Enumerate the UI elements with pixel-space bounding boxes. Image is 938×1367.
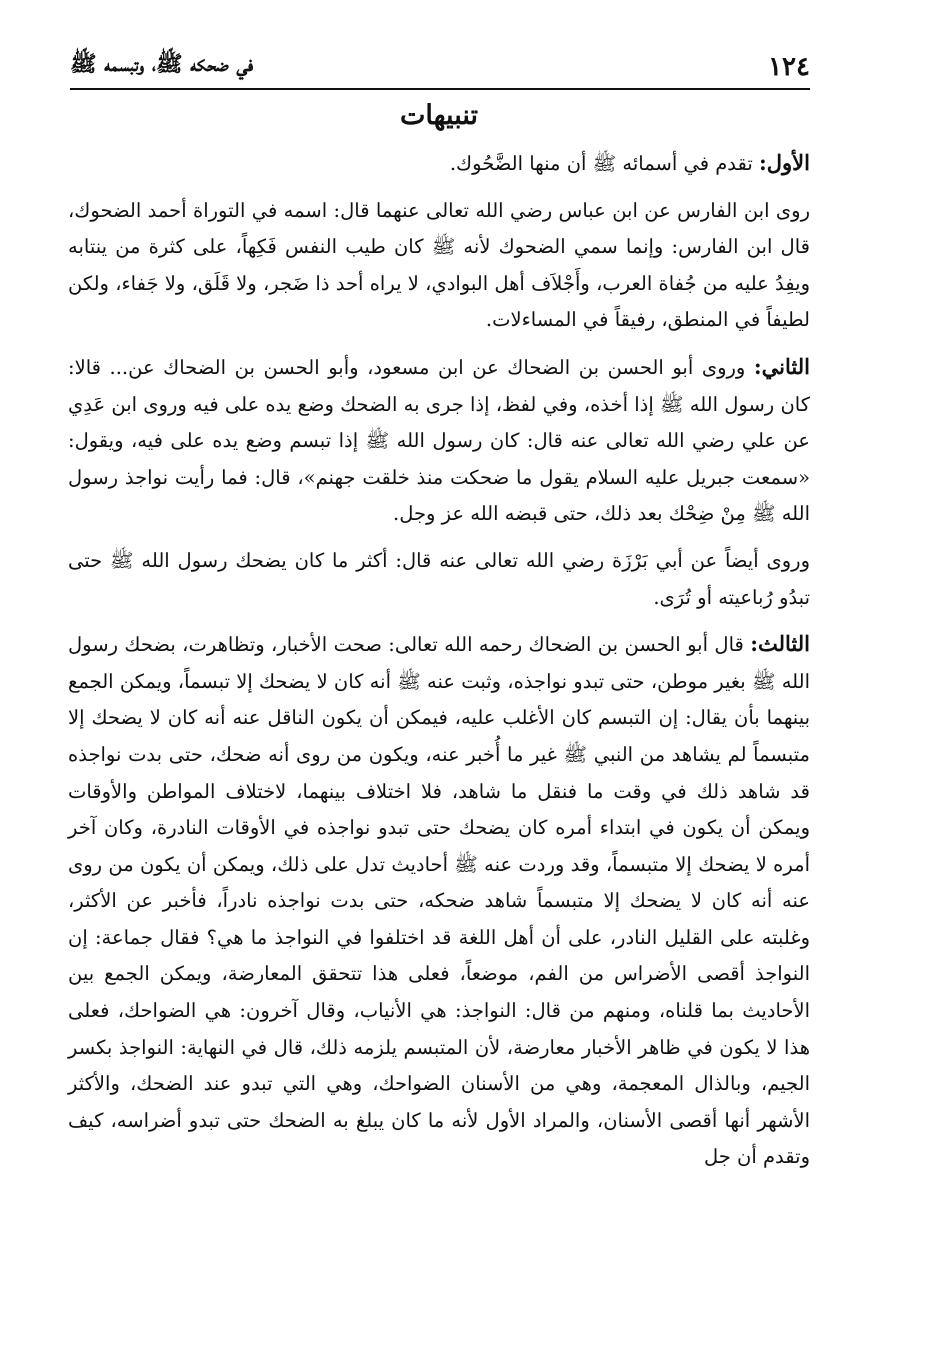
paragraph-text: تقدم في أسمائه ﷺ أن منها الضَّحُوك.	[449, 152, 760, 175]
section-title: تنبيهات	[399, 100, 479, 131]
page-body	[68, 100, 810, 1186]
paragraph-lead: الثالث:	[750, 631, 810, 657]
paragraph-abu-barza	[68, 543, 810, 616]
paragraph-second-note	[68, 349, 810, 533]
paragraph-ibn-faris	[68, 193, 810, 339]
page-number: ١٢٤	[768, 52, 810, 82]
paragraph-text: قال أبو الحسن بن الضحاك رحمه الله تعالى: صحت الأخبار، وتظاهرت، بضحك رسول الله ﷺ بغير موطن، حتى تبدو نواجذه، وثبت عنه ﷺ أنه كان لا يضحك إلا تبسماً، ويمكن الجمع بينهما بأن يقال: إن التبسم كان الأغلب عليه، فيمكن أن يكون الناقل عنه أنه كان لا يضحك إلا متبسماً لم يشاهد من النبي ﷺ غير ما أُخبر عنه، ويكون من روى أنه ضحك، حتى بدت نواجذه قد شاهد ذلك في وقت ما فنقل ما شاهد، فلا اختلاف بينهما، لاختلاف المواطن والأوقات ويمكن أن يكون في ابتداء أمره كان يضحك حتى تبدو نواجذه في الأوقات النادرة، وكان آخر أمره لا يضحك إلا متبسماً، وقد وردت عنه ﷺ أحاديث تدل على ذلك، ويمكن أن يكون من روى عنه أنه كان لا يضحك إلا متبسماً شاهد ضحكه، حتى بدت نواجذه نادراً، فأخبر عن الأكثر، وغلبته على القليل النادر، على أن أهل اللغة قد اختلفوا في النواجذ ما هي؟ فقال جماعة: إن النواجذ أقصى الأضراس من الفم، موضعاً، فعلى هذا تتحقق المعارضة، ويمكن الجمع بين الأحاديث بما قلناه، ومنهم من قال: النواجذ: هي الأنياب، وقال آخرون: هي الضواحك، فعلى هذا لا يكون في ظاهر الأخبار معارضة، لأن المتبسم يلزمه ذلك، قال في النهاية: النواجذ بكسر الجيم، وبالذال المعجمة، وهي من الأسنان الضواحك، وهي التي تبدو عند الضحك، والأكثر الأشهر أنها أقصى الأسنان، والمراد الأول لأنه ما كان يبلغ به الضحك حتى تبدو أضراسه، كيف وتقدم أن جل	[68, 633, 810, 1169]
paragraph-first-note	[68, 145, 810, 183]
paragraph-third-note	[68, 626, 810, 1176]
paragraph-text: وروى أيضاً عن أبي بَرْزَة رضي الله تعالى عنه قال: أكثر ما كان يضحك رسول الله ﷺ حتى تبدُو رُباعيته أو تُرَى.	[68, 548, 810, 609]
paragraph-lead: الثاني:	[753, 353, 810, 379]
page-header	[70, 40, 810, 90]
running-title: في ضحكه ﷺ، وتبسمه ﷺ	[70, 51, 254, 77]
paragraph-lead: الأول:	[759, 150, 810, 175]
paragraph-text: روى ابن الفارس عن ابن عباس رضي الله تعالى عنهما قال: اسمه في التوراة أحمد الضحوك، قال ابن الفارس: وإنما سمي الضحوك لأنه ﷺ كان طيب النفس فَكِهاً، على كثرة من ينتابه ويفِدُ عليه من جُفاة العرب، وأَجْلاَف أهل البوادي، لا يراه أحد ذا ضَجر، ولا قَلَق، ولا جَفاء، ولكن لطيفاً في المنطق، رفيقاً في المساءلات.	[68, 198, 810, 332]
paragraph-text: وروى أبو الحسن بن الضحاك عن ابن مسعود، وأبو الحسن بن الضحاك عن... قالا: كان رسول الله ﷺ إذا أخذه، وفي لفظ، إذا جرى به الضحك وضع يده على فيه وروى ابن عَدِي عن علي رضي الله تعالى عنه قال: كان رسول الله ﷺ إذا تبسم وضع يده على فيه، ويقول: «سمعت جبريل عليه السلام يقول ما ضحكت منذ خلقت جهنم»، قال: فما رأيت نواجذ رسول الله ﷺ مِنْ ضِحْك بعد ذلك، حتى قبضه الله عز وجل.	[68, 355, 810, 526]
